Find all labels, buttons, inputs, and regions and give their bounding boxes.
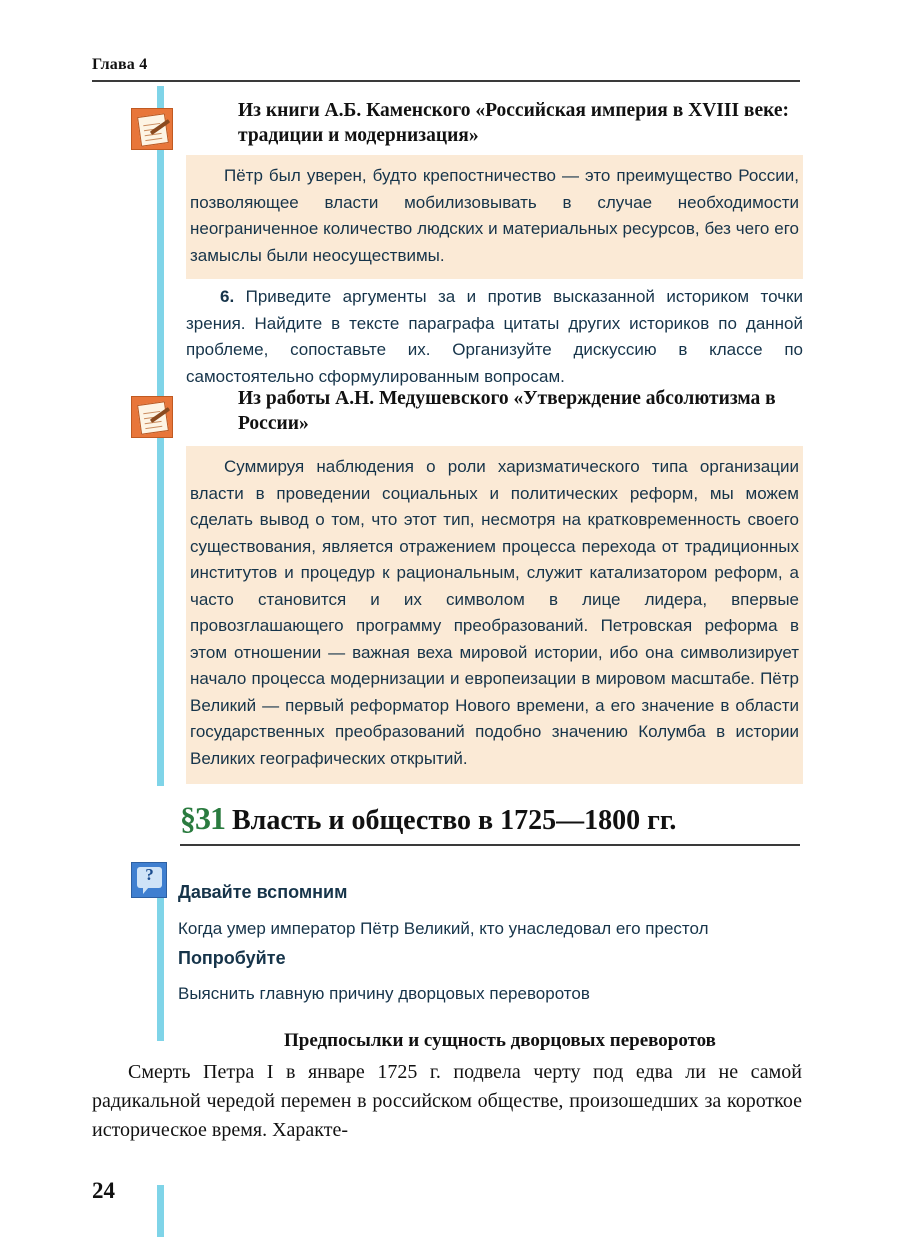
recall-heading: Давайте вспомним [178, 882, 348, 902]
recall-question: Когда умер император Пётр Великий, кто унаследовал его престол [178, 919, 709, 938]
subsection-body: Смерть Петра I в январе 1725 г. подвела черту под едва ли не самой радикальной чередой перемен в российском обществе, произошедших за короткое историческое время. Характе- [92, 1061, 802, 1141]
question-glyph: ? [145, 865, 154, 884]
source-document-icon [131, 396, 173, 438]
section-number: §31 [180, 800, 225, 836]
task-number: 6. [220, 287, 235, 306]
task-item-6 [186, 284, 803, 390]
try-heading: Попробуйте [178, 948, 286, 968]
left-margin-bar [157, 1185, 164, 1237]
quote-text: Суммируя наблюдения о роли харизматического типа организации власти в проведении социальных и политических реформ, мы можем сделать вывод о том, что этот тип, несмотря на кратковременность своего существования, является отражением процесса перехода от традиционных институтов и процедур к рациональным, служит катализатором реформ, а часто становится и их символом в лице лидера, впервые провозглашающего программу преобразований. Петровская реформа в этом отношении — важная веха мировой истории, ибо она символизирует начало процесса модернизации и европеизации в мировом масштабе. Пётр Великий — первый реформатор Нового времени, а его значение в области государственных преобразований подобно значению Колумба в истории Великих географических открытий. [190, 457, 799, 768]
source-document-icon [131, 108, 173, 150]
question-mark-icon [131, 862, 167, 898]
source-quote-kamensky [186, 155, 803, 279]
quote-text: Пётр был уверен, будто крепостничество — это преимущество России, позволяющее власти мобилизовывать в случае необходимости неограниченное количество людских и материальных ресурсов, без чего его замыслы были неосуществимы. [190, 166, 799, 265]
source-title-kamensky: Из книги А.Б. Каменского «Российская империя в XVIII веке: традиции и модернизация» [238, 100, 790, 146]
header-divider [92, 80, 800, 82]
section-title: Власть и общество в 1725—1800 гг. [232, 805, 677, 836]
try-task: Выяснить главную причину дворцовых переворотов [178, 984, 590, 1003]
section-divider [180, 844, 800, 846]
page-number: 24 [92, 1178, 115, 1203]
source-quote-medushevsky [186, 446, 803, 784]
page-title [180, 800, 820, 837]
source-title-medushevsky: Из работы А.Н. Медушевского «Утверждение абсолютизма в России» [238, 388, 776, 434]
task-text: Приведите аргументы за и против высказанной историком точки зрения. Найдите в тексте параграфа цитаты других историков по данной проблеме, сопоставьте их. Организуйте дискуссию в классе по самостоятельно сформулированным вопросам. [186, 287, 803, 386]
subsection-heading: Предпосылки и сущность дворцовых переворотов [284, 1030, 716, 1051]
chapter-header: Глава 4 [92, 56, 148, 73]
